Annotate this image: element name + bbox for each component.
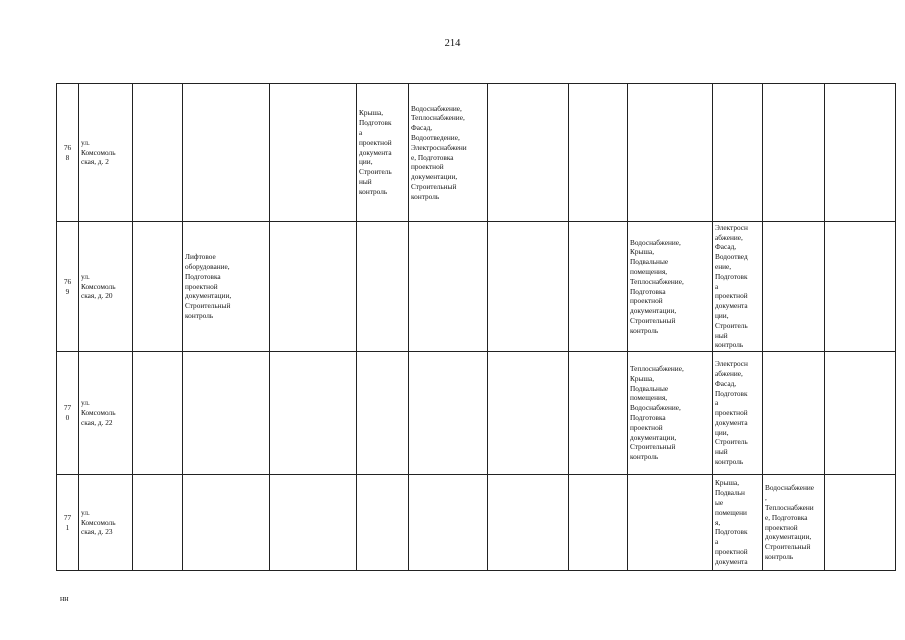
table-row <box>57 475 896 571</box>
table-cell <box>488 352 569 475</box>
address-cell: ул. Комсомоль ская, д. 20 <box>79 222 133 352</box>
works-cell: Крыша, Подвальн ые помещени я, Подготовк а проектной документа <box>713 475 763 571</box>
table-cell <box>409 352 488 475</box>
table-cell <box>628 84 713 222</box>
table-cell <box>488 84 569 222</box>
table-cell <box>825 352 896 475</box>
repair-schedule-table <box>56 83 896 571</box>
works-cell: Водоснабжение, Крыша, Подвальные помещения, Теплоснабжение, Подготовка проектной документации, Строительный контроль <box>628 222 713 352</box>
table-cell <box>713 84 763 222</box>
table-cell <box>825 222 896 352</box>
table-cell <box>825 84 896 222</box>
table-cell <box>183 352 270 475</box>
table-cell <box>357 222 409 352</box>
works-cell: Водоснабжение , Теплоснабжени е, Подготовка проектной документации, Строительный контроль <box>763 475 825 571</box>
works-cell: Крыша, Подготовк а проектной документа ции, Строитель ный контроль <box>357 84 409 222</box>
address-cell: ул. Комсомоль ская, д. 2 <box>79 84 133 222</box>
row-number-cell: 76 8 <box>57 84 79 222</box>
table-cell <box>270 222 357 352</box>
works-cell: Лифтовое оборудование, Подготовка проектной документации, Строительный контроль <box>183 222 270 352</box>
row-number-cell: 77 1 <box>57 475 79 571</box>
table-cell <box>569 352 628 475</box>
page-number: 214 <box>444 38 461 49</box>
table-cell <box>488 475 569 571</box>
table-cell <box>628 475 713 571</box>
table-cell <box>270 475 357 571</box>
table-cell <box>133 84 183 222</box>
table-row <box>57 84 896 222</box>
works-cell: Теплоснабжение, Крыша, Подвальные помещения, Водоснабжение, Подготовка проектной документации, Строительный контроль <box>628 352 713 475</box>
table-cell <box>763 352 825 475</box>
row-number-cell: 77 0 <box>57 352 79 475</box>
table-cell <box>569 84 628 222</box>
table-cell <box>569 222 628 352</box>
table-row <box>57 222 896 352</box>
table-cell <box>133 222 183 352</box>
table-cell <box>763 222 825 352</box>
table-cell <box>763 84 825 222</box>
footer-mark: нн <box>60 594 69 603</box>
address-cell: ул. Комсомоль ская, д. 23 <box>79 475 133 571</box>
table-cell <box>183 475 270 571</box>
table-cell <box>270 352 357 475</box>
table-cell <box>133 475 183 571</box>
table-cell <box>357 475 409 571</box>
table-cell <box>409 222 488 352</box>
table-row <box>57 352 896 475</box>
table-cell <box>270 84 357 222</box>
row-number-cell: 76 9 <box>57 222 79 352</box>
table-cell <box>357 352 409 475</box>
table-cell <box>133 352 183 475</box>
table-cell <box>569 475 628 571</box>
works-cell: Водоснабжение, Теплоснабжение, Фасад, Водоотведение, Электроснабжени е, Подготовка проектной документации, Строительный контроль <box>409 84 488 222</box>
table-cell <box>183 84 270 222</box>
table-cell <box>825 475 896 571</box>
address-cell: ул. Комсомоль ская, д. 22 <box>79 352 133 475</box>
table-cell <box>409 475 488 571</box>
works-cell: Электросн абжение, Фасад, Подготовк а проектной документа ции, Строитель ный контроль <box>713 352 763 475</box>
table-cell <box>488 222 569 352</box>
works-cell: Электросн абжение, Фасад, Водоотвед ение, Подготовк а проектной документа ции, Строитель ный контроль <box>713 222 763 352</box>
